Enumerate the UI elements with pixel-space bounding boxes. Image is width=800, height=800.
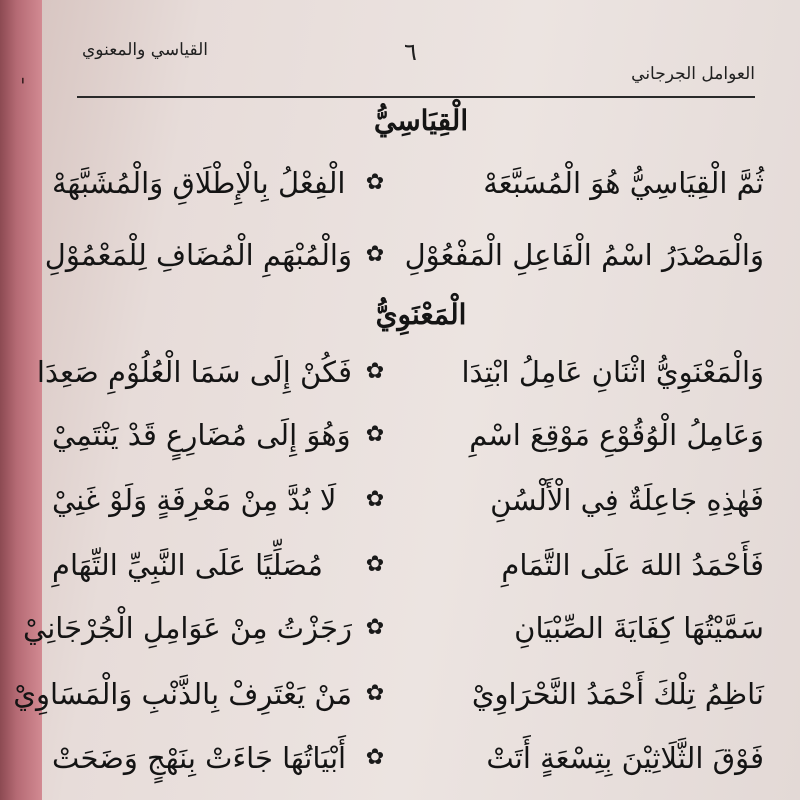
- verse-first-hemistich: وَالْمَصْدَرُ اسْمُ الْفَاعِلِ الْمَفْعُوْلِ: [404, 238, 764, 272]
- flower-separator-icon: ✿: [365, 422, 385, 447]
- verse-second-hemistich: رَجَزْتُ مِنْ عَوَامِلِ الْجُرْجَانِيْ: [23, 611, 352, 645]
- verse-first-hemistich: نَاظِمُ تِلْكَ أَحْمَدُ النَّحْرَاوِيْ: [471, 677, 764, 711]
- flower-separator-icon: ✿: [365, 170, 385, 195]
- verse-first-hemistich: فَأَحْمَدُ اللهَ عَلَى التَّمَامِ: [501, 548, 764, 582]
- verse-first-hemistich: سَمَّيْتُهَا كِفَايَةَ الصِّبْيَانِ: [514, 611, 764, 645]
- flower-separator-icon: ✿: [365, 615, 385, 640]
- section-heading-qiyasi: الْقِيَاسِيُّ: [373, 104, 469, 137]
- flower-separator-icon: ✿: [365, 359, 385, 384]
- verse-line: [42, 535, 764, 595]
- flower-separator-icon: ✿: [365, 552, 385, 577]
- verse-line: [42, 153, 764, 213]
- verse-first-hemistich: ثُمَّ الْقِيَاسِيُّ هُوَ الْمُسَبَّعَهْ: [483, 166, 764, 200]
- verse-second-hemistich: وَهُوَ إِلَى مُضَارِعٍ قَدْ يَنْتَمِيْ: [52, 418, 351, 452]
- flower-separator-icon: ✿: [365, 745, 385, 770]
- header-rule: [77, 96, 755, 98]
- verse-line: [42, 728, 764, 788]
- verse-second-hemistich: الْفِعْلُ بِالْإِطْلَاقِ وَالْمُشَبَّهَهْ: [52, 166, 346, 200]
- page-number: ٦: [404, 38, 417, 66]
- verse-second-hemistich: وَالْمُبْهَمِ الْمُضَافِ لِلْمَعْمُوْلِ: [44, 238, 352, 272]
- verse-first-hemistich: فَهٰذِهِ جَاعِلَةٌ فِي الْأَلْسُنِ: [490, 483, 764, 517]
- verse-second-hemistich: فَكُنْ إِلَى سَمَا الْعُلُوْمِ صَعِدَا: [36, 355, 352, 389]
- verse-first-hemistich: وَعَامِلُ الْوُقُوْعِ مَوْقِعَ اسْمِ: [469, 418, 764, 452]
- header-chapter-title: القياسي والمعنوي: [82, 40, 208, 60]
- flower-separator-icon: ✿: [365, 681, 385, 706]
- spine-text: ـ: [17, 78, 38, 84]
- verse-line: [42, 405, 764, 465]
- flower-separator-icon: ✿: [365, 242, 385, 267]
- verse-first-hemistich: فَوْقَ الثَّلَاثِيْنَ بِتِسْعَةٍ أَتَتْ: [486, 741, 764, 775]
- verse-second-hemistich: مَنْ يَعْتَرِفْ بِالذَّنْبِ وَالْمَسَاوِيْ: [13, 677, 352, 711]
- verse-line: [13, 664, 764, 724]
- verse-line: [23, 598, 764, 658]
- flower-separator-icon: ✿: [365, 487, 385, 512]
- verse-second-hemistich: لَا بُدَّ مِنْ مَعْرِفَةٍ وَلَوْ غَنِيْ: [52, 483, 337, 517]
- verse-line: [42, 470, 764, 530]
- header-book-title: العوامل الجرجاني: [631, 64, 755, 84]
- book-page: [13, 0, 800, 800]
- section-heading-manawi: الْمَعْنَوِيُّ: [375, 298, 467, 331]
- verse-second-hemistich: أَبْيَاتُهَا جَاءَتْ بِنَهْجٍ وَضَحَتْ: [52, 741, 347, 775]
- verse-line: [36, 342, 764, 402]
- verse-second-hemistich: مُصَلِّيًا عَلَى النَّبِيِّ التِّهَامِ: [52, 548, 323, 582]
- verse-line: [42, 225, 764, 285]
- verse-first-hemistich: وَالْمَعْنَوِيُّ اثْنَانِ عَامِلُ ابْتِدَا: [461, 355, 764, 389]
